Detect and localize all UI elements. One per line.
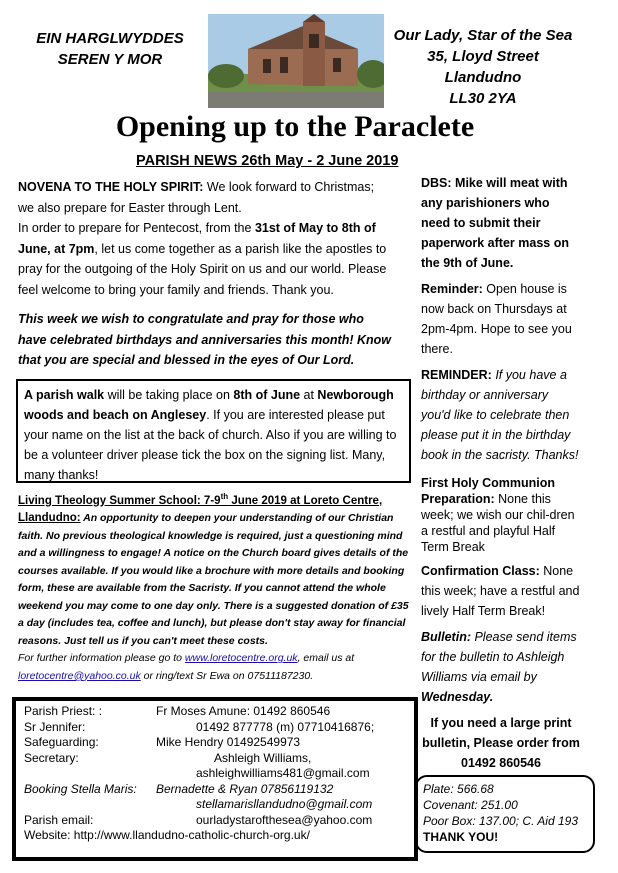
- walk-lead: A parish walk: [24, 388, 105, 402]
- poor-box-amount: Poor Box: 137.00; C. Aid 193: [423, 814, 578, 828]
- novena-heading: NOVENA TO THE HOLY SPIRIT:: [18, 180, 204, 194]
- bulletin-label: Bulletin:: [421, 630, 471, 644]
- summer-footer: [18, 650, 414, 685]
- novena-dates: 31st of May to 8th of June, at 7pm: [18, 221, 376, 256]
- priest-value: Fr Moses Amune: 01492 860546: [156, 704, 331, 718]
- main-column: [18, 177, 393, 371]
- contact-row-email: [24, 813, 406, 829]
- safeguarding-label: Safeguarding:: [24, 735, 99, 749]
- bulletin-text: Please send items for the bulletin to Ashleigh Williams via email by: [421, 630, 577, 684]
- address-line-2: 35, Lloyd Street: [427, 48, 539, 65]
- contact-row-booking: [24, 782, 406, 798]
- thank-you: THANK YOU!: [423, 830, 499, 844]
- booking-value: Bernadette & Ryan 07856119132: [156, 781, 334, 796]
- dbs-notice: DBS: Mike will meat with any parishioners who need to submit their paperwork after mass on the 9th of June.: [421, 176, 569, 270]
- safeguarding-value: Mike Hendry 01492549973: [156, 735, 301, 749]
- reminder-2-text: If you have a birthday or anniversary you'd like to celebrate then please put it in the birthday book in the sacristy. Thanks!: [421, 368, 579, 462]
- website: Website: http://www.llandudno-catholic-church-org.uk/: [24, 828, 310, 842]
- address-line-4: LL30 2YA: [449, 90, 517, 107]
- reminder-1-text: Open house is now back on Thursdays at 2pm-4pm. Hope to see you there.: [421, 282, 572, 356]
- address-line-3: Llandudno: [444, 69, 522, 86]
- novena-text-1: We look forward to Christmas; we also prepare for Easter through Lent.: [18, 180, 375, 215]
- large-print-notice: If you need a large print bulletin, Please order from 01492 860546: [422, 716, 580, 770]
- novena-text-2b: , let us come together as a parish like the apostles to pray for the outgoing of the Holy Spirit on us and our world. Please feel welcome to bring your family and friends. Thank you.: [18, 241, 387, 297]
- booking-email: stellamarisllandudno@gmail.com: [196, 797, 373, 811]
- welsh-name: [30, 28, 190, 70]
- secretary-label: Secretary:: [24, 750, 79, 765]
- summer-foot-2: , email us at: [297, 652, 355, 665]
- church-address: [388, 25, 578, 109]
- jennifer-value: 01492 877778 (m) 07710416876;: [196, 719, 375, 734]
- reminder-1-label: Reminder:: [421, 282, 483, 296]
- summer-school-notice: [18, 488, 414, 685]
- secretary-email: ashleighwilliams481@gmail.com: [196, 766, 370, 780]
- summer-body: An opportunity to deepen your understanding of our Christian faith. No previous theological knowledge is required, just a questioning mind and a willingness to engage! A notice on the Church board gives details of the courses available. If you would like a brochure with more details and booking form, these are available from the Sacristy. If you cannot attend the whole weekend you may come to one day only. There is a suggested donation of £35 a day (includes tea, coffee and lunch), but please don't stay away for financial reasons. Just tell us if you can't meet these costs.: [18, 512, 409, 647]
- address-line-1: Our Lady, Star of the Sea: [393, 27, 573, 44]
- secretary-name: Ashleigh Williams,: [214, 750, 312, 765]
- loreto-email-link[interactable]: loretocentre@yahoo.co.uk: [18, 669, 141, 682]
- loreto-website-link[interactable]: www.loretocentre.org.uk: [184, 652, 298, 665]
- pentecost-paragraph: [18, 218, 393, 300]
- contact-row-website: [24, 828, 406, 844]
- priest-label: Parish Priest: :: [24, 704, 103, 718]
- bulletin-notice: [421, 627, 581, 707]
- booking-label: Booking Stella Maris:: [24, 781, 137, 796]
- reminder-open-house: [421, 279, 581, 359]
- summer-heading-a: Living Theology Summer School: 7-9: [18, 494, 221, 507]
- summer-heading-sup: th: [220, 492, 229, 501]
- walk-date: 8th of June: [233, 388, 301, 402]
- walk-place: Newborough woods and beach on Anglesey: [24, 388, 394, 422]
- reminder-birthday: [421, 365, 581, 465]
- novena-text-2a: In order to prepare for Pentecost, from the: [18, 221, 255, 235]
- parish-email-label: Parish email:: [24, 812, 94, 827]
- walk-text-3: . If you are interested please put your name on the list at the back of church. Also if you are willing to be a volunteer driver please tick the box on the signing list. Many, many thanks!: [24, 408, 397, 482]
- novena-paragraph: [18, 177, 393, 218]
- contact-row-booking-email: [24, 797, 406, 813]
- contact-row-jennifer: [24, 720, 406, 736]
- walk-text-1: will be taking place on: [104, 388, 234, 402]
- contact-row-secretary: [24, 751, 406, 767]
- jennifer-label: Sr Jennifer:: [24, 719, 86, 734]
- birthdays-paragraph: This week we wish to congratulate and pray for those who have celebrated birthdays and anniversaries this month! Know that you are special and blessed in the eyes of Our Lord.: [18, 312, 392, 367]
- collection-box: [415, 775, 595, 853]
- fhc-text: None this week; we wish our chil-dren a restful and playful Half Term Break: [421, 492, 575, 554]
- welsh-line-1: EIN HARGLWYDDES: [36, 30, 184, 47]
- covenant-amount: Covenant: 251.00: [423, 798, 518, 812]
- contact-row-secretary-email: [24, 766, 406, 782]
- summer-heading-b: June 2019 at Loreto Centre, Llandudno:: [18, 494, 383, 525]
- summer-foot-1: For further information please go to: [18, 652, 185, 665]
- contact-row-priest: [24, 704, 406, 720]
- fhc-label: First Holy Communion Preparation:: [421, 476, 556, 506]
- page-title: Opening up to the Paraclete: [115, 110, 475, 143]
- walk-text-2: at: [300, 388, 318, 402]
- contact-row-safeguarding: [24, 735, 406, 751]
- parish-email-value: ourladystarofthesea@yahoo.com: [196, 812, 373, 827]
- first-communion: [421, 475, 581, 555]
- newsletter-subtitle: PARISH NEWS 26th May - 2 June 2019: [136, 153, 399, 169]
- confirmation-text: None this week; have a restful and lively Half Term Break!: [421, 564, 580, 618]
- summer-foot-3: or ring/text Sr Ewa on 07511187230.: [140, 669, 314, 682]
- parish-walk-box: [16, 379, 411, 483]
- plate-amount: Plate: 566.68: [423, 782, 494, 796]
- church-photo: [208, 14, 384, 108]
- contacts-box: [12, 697, 418, 861]
- reminder-2-label: REMINDER:: [421, 368, 492, 382]
- bulletin-day: Wednesday.: [421, 690, 494, 704]
- welsh-line-2: SEREN Y MOR: [57, 51, 163, 68]
- confirmation-class: [421, 561, 581, 621]
- right-column: [421, 173, 581, 773]
- confirmation-label: Confirmation Class:: [421, 564, 540, 578]
